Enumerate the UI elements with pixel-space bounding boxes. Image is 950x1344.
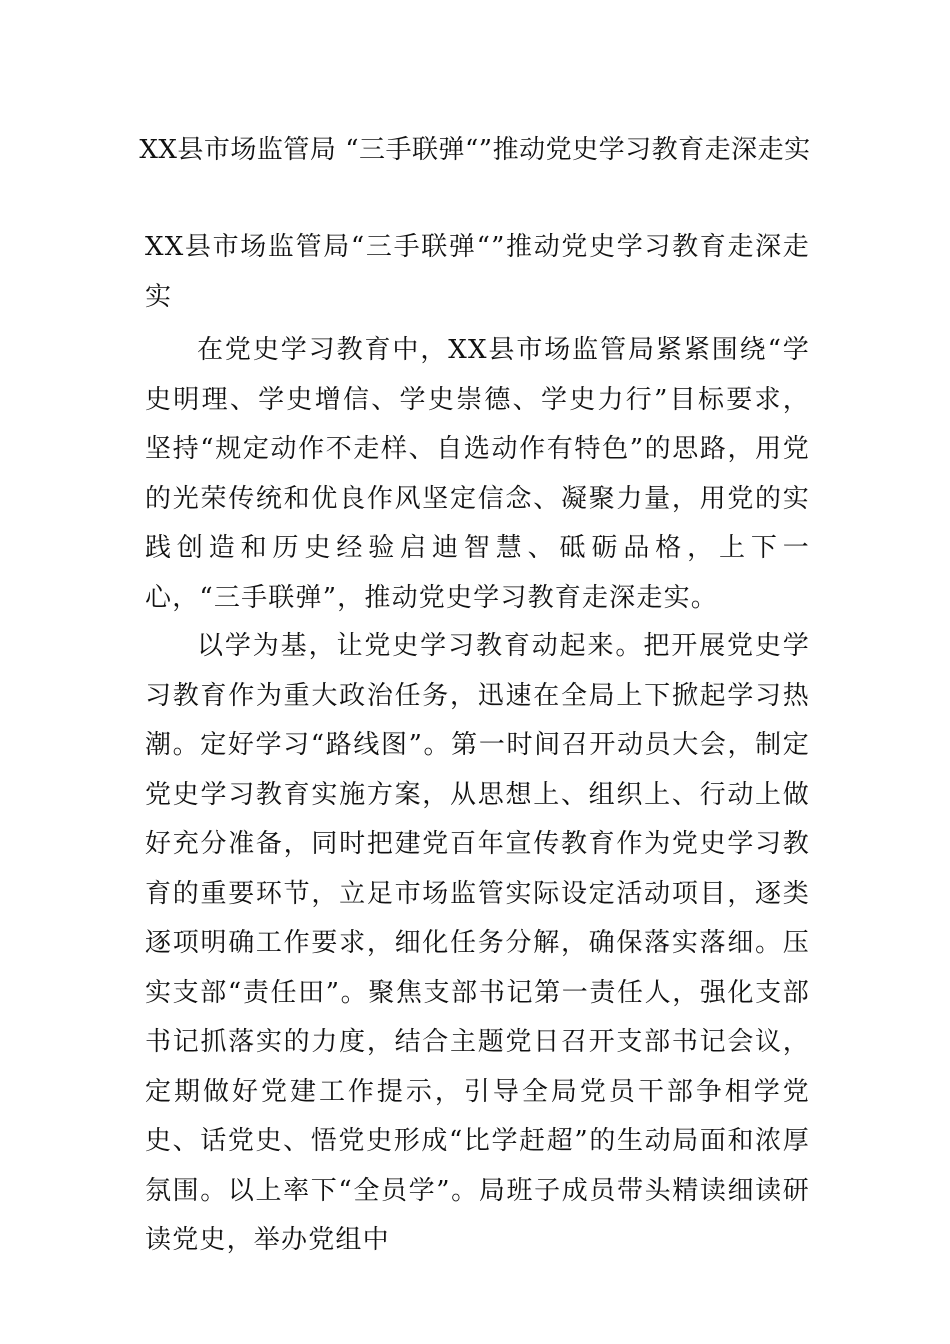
- paragraph-intro: 在党史学习教育中，XX县市场监管局紧紧围绕“学史明理、学史增信、学史崇德、学史力行”目标要求，坚持“规定动作不走样、自选动作有特色”的思路，用党的光荣传统和优良作风坚定信念、凝聚力量，用党的实践创造和历史经验启迪智慧、砥砺品格，上下一心，“三手联弹”，推动党史学习教育走深走实。: [145, 335, 810, 613]
- document-title: XX县市场监管局 “三手联弹“”推动党史学习教育走深走实: [139, 135, 811, 165]
- document-subtitle: XX县市场监管局“三手联弹“”推动党史学习教育走深走实: [145, 232, 810, 312]
- paragraph-study-foundation: 以学为基，让党史学习教育动起来。把开展党史学习教育作为重大政治任务，迅速在全局上下掀起学习热潮。定好学习“路线图”。第一时间召开动员大会，制定党史学习教育实施方案，从思想上、组织上、行动上做好充分准备，同时把建党百年宣传教育作为党史学习教育的重要环节，立足市场监管实际设定活动项目，逐类逐项明确工作要求，细化任务分解，确保落实落细。压实支部“责任田”。聚焦支部书记第一责任人，强化支部书记抓落实的力度，结合主题党日召开支部书记会议，定期做好党建工作提示，引导全局党员干部争相学党史、话党史、悟党史形成“比学赶超”的生动局面和浓厚氛围。以上率下“全员学”。局班子成员带头精读细读研读党史，举办党组中: [145, 631, 810, 1255]
